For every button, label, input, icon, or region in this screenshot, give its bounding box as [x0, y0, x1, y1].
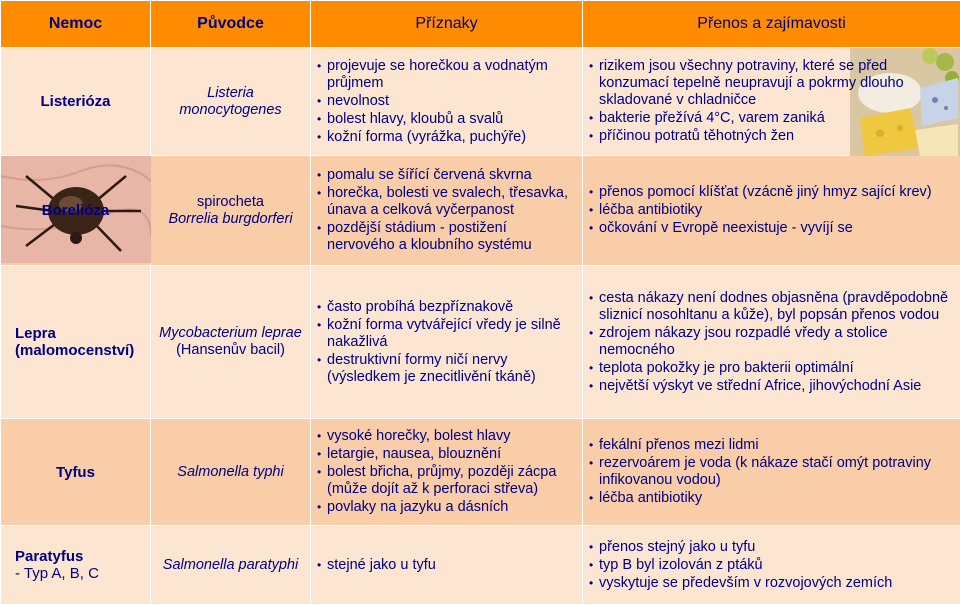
symptom-item: • projevuje se horečkou a vodnatým průjmem [317, 58, 576, 92]
pathogen-name: Listeria monocytogenes [151, 48, 311, 156]
transmission-item: • rizikem jsou všechny potraviny, které se před konzumací tepelně neupravují a pokrmy dlouho skladované v chladničce [589, 58, 954, 109]
disease-name: Paratyfus [15, 548, 144, 565]
transmission-item: • léčba antibiotiky [589, 202, 954, 219]
symptom-item: • pomalu se šířící červená skvrna [317, 167, 576, 184]
pathogen-cell [151, 266, 311, 419]
pathogen-alias: (Hansenův bacil) [157, 342, 304, 359]
symptom-item: • stejné jako u tyfu [317, 557, 576, 574]
transmission-cell [583, 156, 960, 266]
header-transmission: Přenos a zajímavosti [583, 1, 960, 48]
symptoms-cell [311, 156, 583, 266]
disease-name: Borelióza [42, 202, 110, 219]
transmission-item: • přenos pomocí klíšťat (vzácně jiný hmyz sající krev) [589, 184, 954, 201]
symptom-item: • destruktivní formy ničí nervy (výsledkem je znecitlivění tkáně) [317, 352, 576, 386]
symptom-item: • vysoké horečky, bolest hlavy [317, 428, 576, 445]
symptoms-cell [311, 526, 583, 605]
transmission-item: • největší výskyt ve střední Africe, jihovýchodní Asie [589, 378, 954, 395]
transmission-cell [583, 266, 960, 419]
symptom-item: • horečka, bolesti ve svalech, třesavka, únava a celková vyčerpanost [317, 185, 576, 219]
transmission-cell [583, 526, 960, 605]
header-row [1, 1, 960, 48]
symptom-item: • často probíhá bezpříznakově [317, 299, 576, 316]
symptom-item: • kožní forma vytvářející vředy je silně nakažlivá [317, 317, 576, 351]
table-row [1, 156, 960, 266]
table-row [1, 266, 960, 419]
transmission-cell [583, 48, 960, 156]
header-disease: Nemoc [1, 1, 151, 48]
disease-name: Tyfus [1, 419, 151, 526]
pathogen-name: Salmonella typhi [151, 419, 311, 526]
disease-cell [1, 156, 151, 266]
transmission-cell [583, 419, 960, 526]
symptom-item: • pozdější stádium - postižení nervového a kloubního systému [317, 220, 576, 254]
pathogen-type: spirocheta [157, 194, 304, 211]
disease-cell [1, 526, 151, 605]
transmission-item: • rezervoárem je voda (k nákaze stačí omýt potraviny infikovanou vodou) [589, 455, 954, 489]
disease-types: - Typ A, B, C [15, 565, 144, 582]
symptom-item: • bolest břicha, průjmy, později zácpa (může dojít až k perforaci střeva) [317, 464, 576, 498]
symptoms-cell [311, 266, 583, 419]
symptom-item: • letargie, nausea, blouznění [317, 446, 576, 463]
transmission-item: • léčba antibiotiky [589, 490, 954, 507]
transmission-item: • bakterie přežívá 4°C, varem zaniká [589, 110, 954, 127]
header-symptoms: Příznaky [311, 1, 583, 48]
transmission-item: • fekální přenos mezi lidmi [589, 437, 954, 454]
transmission-item: • cesta nákazy není dodnes objasněna (pravděpodobně sliznicí nosohltanu a kůže), byl popsán přenos vodou [589, 290, 954, 324]
symptom-item: • povlaky na jazyku a dásních [317, 499, 576, 516]
transmission-item: • typ B byl izolován z ptáků [589, 557, 954, 574]
transmission-item: • očkování v Evropě neexistuje - vyvíjí se [589, 220, 954, 237]
transmission-item: • zdrojem nákazy jsou rozpadlé vředy a stolice nemocného [589, 325, 954, 359]
symptom-item: • bolest hlavy, kloubů a svalů [317, 111, 576, 128]
header-pathogen: Původce [151, 1, 311, 48]
pathogen-cell [151, 156, 311, 266]
transmission-item: • vyskytuje se především v rozvojových zemích [589, 575, 954, 592]
table-row [1, 419, 960, 526]
pathogen-name: Salmonella paratyphi [151, 526, 311, 605]
symptoms-cell [311, 419, 583, 526]
symptoms-cell [311, 48, 583, 156]
symptom-item: • kožní forma (vyrážka, puchýře) [317, 129, 576, 146]
disease-name: Lepra (malomocenství) [1, 266, 151, 419]
pathogen-name: Borrelia burgdorferi [157, 211, 304, 228]
symptom-item: • nevolnost [317, 93, 576, 110]
transmission-item: • přenos stejný jako u tyfu [589, 539, 954, 556]
pathogen-name: Mycobacterium leprae [157, 325, 304, 342]
transmission-item: • teplota pokožky je pro bakterii optimální [589, 360, 954, 377]
disease-name: Listerióza [1, 48, 151, 156]
table-row [1, 48, 960, 156]
table-row [1, 526, 960, 605]
transmission-item: • příčinou potratů těhotných žen [589, 128, 954, 145]
